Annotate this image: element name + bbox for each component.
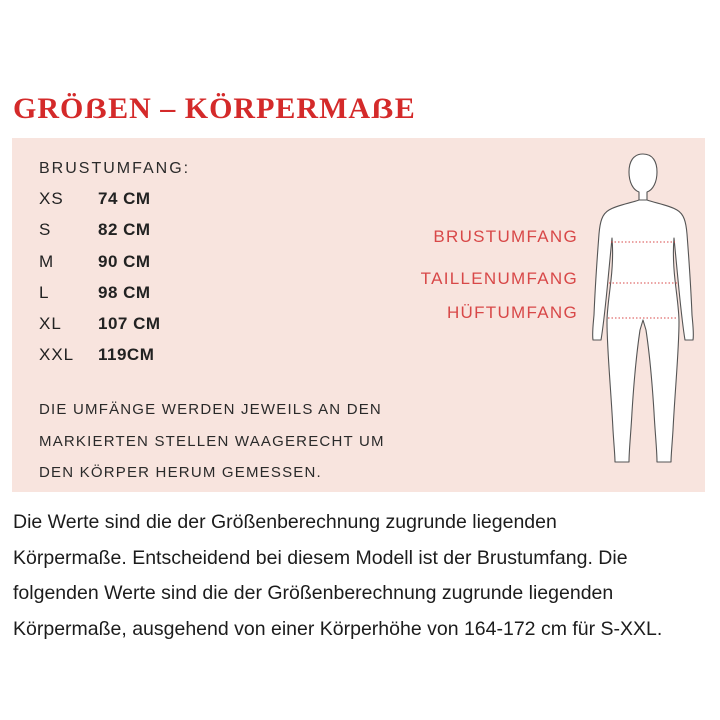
chest-heading: BRUSTUMFANG: (39, 160, 191, 177)
hip-label: HÜFTUMFANG (446, 303, 578, 322)
paragraph-line: Körpermaße. Entscheidend bei diesem Modell ist der Brustumfang. Die (13, 546, 628, 569)
size-code: XS (39, 189, 64, 208)
size-value: 90 CM (98, 252, 151, 271)
size-value: 107 CM (98, 314, 161, 333)
paragraph-line: Die Werte sind die der Größenberechnung zugrunde liegenden (13, 511, 557, 533)
size-code: XL (39, 314, 62, 333)
waist-label: TAILLENUMFANG (420, 269, 578, 288)
note-line: DEN KÖRPER HERUM GEMESSEN. (39, 464, 322, 481)
chest-label: BRUSTUMFANG (433, 227, 578, 246)
size-value: 119CM (98, 345, 155, 364)
note-line: DIE UMFÄNGE WERDEN JEWEILS AN DEN (39, 401, 382, 418)
measurement-note (39, 394, 399, 489)
size-chart-panel (12, 138, 705, 492)
body-figure-icon (587, 150, 699, 470)
page-title: GRÖẞEN – KÖRPERMAẞE (13, 92, 416, 125)
paragraph-line: Körpermaße, ausgehend von einer Körperhöhe von 164-172 cm für S-XXL. (13, 617, 663, 640)
size-code: XXL (39, 345, 75, 364)
size-code: L (39, 283, 50, 302)
note-line: MARKIERTEN STELLEN WAAGERECHT UM (39, 432, 385, 450)
size-value: 74 CM (98, 189, 151, 208)
size-value: 82 CM (98, 220, 151, 239)
size-code: M (39, 252, 55, 271)
size-code: S (39, 220, 52, 239)
paragraph-line: folgenden Werte sind die der Größenberechnung zugrunde liegenden (13, 582, 614, 604)
description-paragraph (13, 505, 713, 647)
size-value: 98 CM (98, 283, 151, 302)
